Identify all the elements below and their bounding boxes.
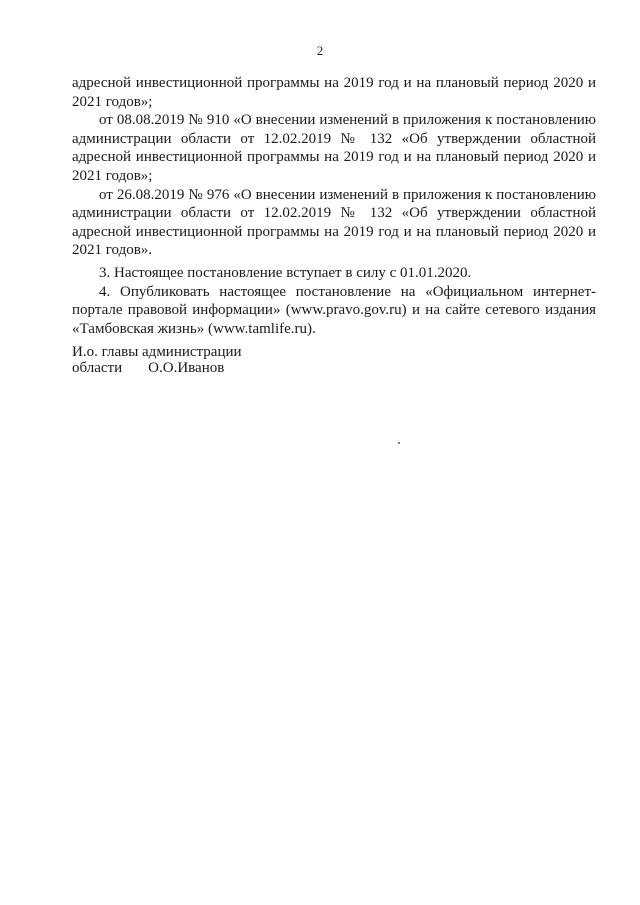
- paragraph-effective-date: 3. Настоящее постановление вступает в силу с 01.01.2020.: [99, 264, 472, 281]
- paragraph-continuation: адресной инвестиционной программы на 2019 год и на плановый период 2020 и 2021 годов»;: [72, 75, 596, 110]
- signature-title: И.о. главы администрации: [72, 344, 242, 360]
- signature-region-line: [72, 361, 242, 377]
- paragraph-amendment-910: от 08.08.2019 № 910 «О внесении изменений в приложения к постановлению администрации области от 12.02.2019 № 132 «Об утверждении областной адресной инвестиционной программы на 2019 год и на плановый период 2020 и 2021 годов»;: [72, 112, 596, 184]
- signature-region: области: [72, 359, 123, 376]
- page-number: 2: [316, 43, 324, 58]
- scan-dot-mark: [398, 442, 400, 444]
- document-body: [72, 74, 596, 338]
- signature-name: О.О.Иванов: [148, 359, 225, 376]
- paragraph-amendment-976: от 26.08.2019 № 976 «О внесении изменений в приложения к постановлению администрации области от 12.02.2019 № 132 «Об утверждении областной адресной инвестиционной программы на 2019 год и на плановый период 2020 и 2021 годов».: [72, 186, 596, 259]
- signature-block: [72, 345, 242, 376]
- paragraph-publication: 4. Опубликовать настоящее постановление на «Официальном интернет-портале правовой информации» (www.pravo.gov.ru) и на сайте сетевого издания «Тамбовская жизнь» (www.tamlife.ru).: [72, 283, 596, 337]
